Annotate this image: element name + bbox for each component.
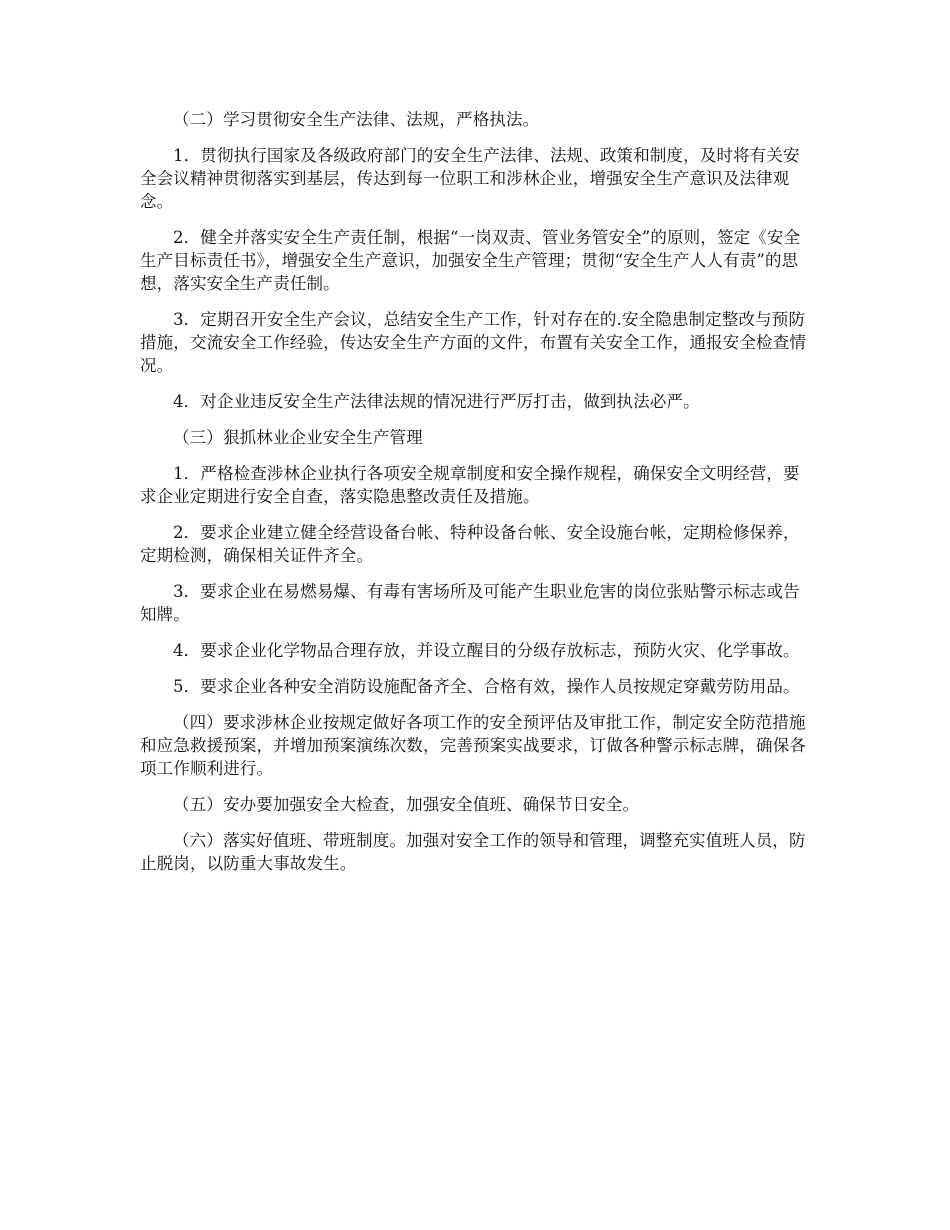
paragraph-item: 1．贯彻执行国家及各级政府部门的安全生产法律、法规、政策和制度，及时将有关安全会议精神贯彻落实到基层，传达到每一位职工和涉林企业，增强安全生产意识及法律观念。 <box>140 146 800 211</box>
paragraph-section-4: （四）要求涉林企业按规定做好各项工作的安全预评估及审批工作，制定安全防范措施和应急救援预案，并增加预案演练次数，完善预案实战要求，订做各种警示标志牌，确保各项工作顺利进行。 <box>140 713 806 778</box>
document-body <box>140 108 815 888</box>
paragraph-item: 5．要求企业各种安全消防设施配备齐全、合格有效，操作人员按规定穿戴劳防用品。 <box>173 677 800 696</box>
paragraph-item: 4．对企业违反安全生产法律法规的情况进行严厉打击，做到执法必严。 <box>173 392 700 411</box>
paragraph-item: 3．要求企业在易燃易爆、有毒有害场所及可能产生职业危害的岗位张贴警示标志或告知牌。 <box>140 582 800 624</box>
paragraph-item: 1．严格检查涉林企业执行各项安全规章制度和安全操作规程，确保安全文明经营，要求企业定期进行安全自查，落实隐患整改责任及措施。 <box>140 464 800 506</box>
paragraph-section-3-heading: （三）狠抓林业企业安全生产管理 <box>173 428 423 447</box>
paragraph-section-2-heading: （二）学习贯彻安全生产法律、法规，严格执法。 <box>173 110 540 129</box>
paragraph-section-6: （六）落实好值班、带班制度。加强对安全工作的领导和管理，调整充实值班人员，防止脱岗，以防重大事故发生。 <box>140 831 806 873</box>
paragraph-section-5: （五）安办要加强安全大检查，加强安全值班、确保节日安全。 <box>173 795 640 814</box>
paragraph-item: 2．健全并落实安全生产责任制，根据“一岗双责、管业务管安全”的原则，签定《安全生产目标责任书》，增强安全生产意识，加强安全生产管理；贯彻“安全生产人人有责”的思想，落实安全生产责任制。 <box>140 228 801 293</box>
paragraph-item: 3．定期召开安全生产会议，总结安全生产工作，针对存在的.安全隐患制定整改与预防措施，交流安全工作经验，传达安全生产方面的文件，布置有关安全工作，通报安全检查情况。 <box>140 310 806 375</box>
paragraph-item: 4．要求企业化学物品合理存放，并设立醒目的分级存放标志，预防火灾、化学事故。 <box>173 641 800 660</box>
paragraph-item: 2．要求企业建立健全经营设备台帐、特种设备台帐、安全设施台帐，定期检修保养，定期检测，确保相关证件齐全。 <box>140 523 800 565</box>
